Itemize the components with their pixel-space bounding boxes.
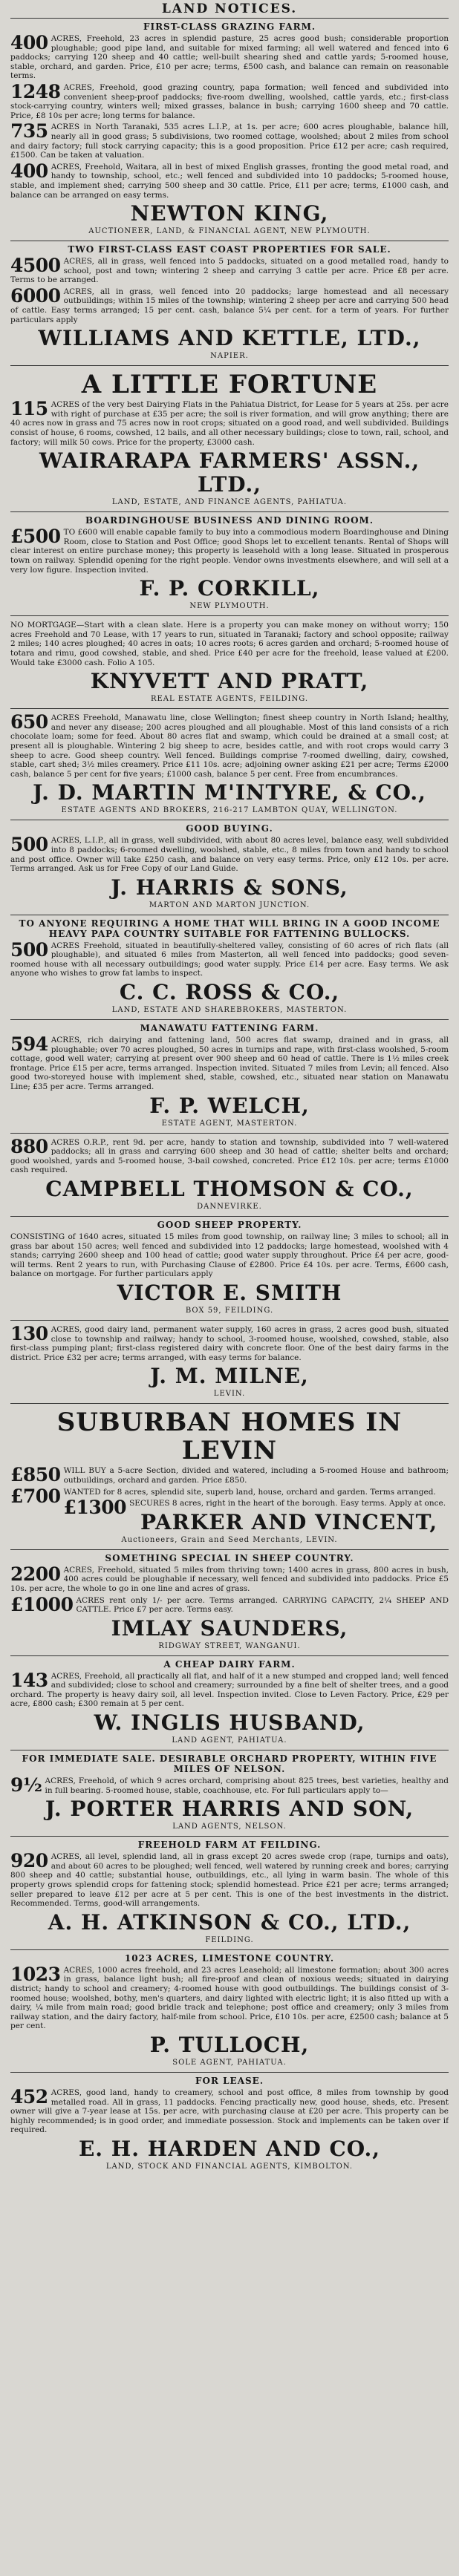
listing-acreage: 400 [10,160,48,182]
advertisement [10,365,449,511]
ad-heading: MANAWATU FATTENING FARM. [140,1023,319,1034]
ad-heading: FOR IMMEDIATE SALE. DESIRABLE ORCHARD PROPERTY, WITHIN FIVE MILES OF NELSON. [22,1753,437,1775]
agent-name: J. HARRIS & SONS, [111,875,348,900]
listing-text: ACRES, rich dairying and fattening land, 500 acres flat swamp, drained and in grass, all ploughable; over 70 acres ploughed, 50 acres in turnips and rape, with first-class woolshed, 5-room cottage, good well water; carrying at present over 900 sheep and 60 head of cattle. There is 1½ miles creek frontage. Price £15 per acre, terms arranged. Inspection invited. Situated 7 miles from Levin; all fenced. Also good two-storeyed house with implement shed, stable, cowshed, etc., situated near station on Manawatu Line; £35 per acre. Terms arranged. [10,1036,449,1092]
advertisement [10,511,449,615]
listing-paragraph [10,836,449,873]
listing-text: ACRES, L.I.P., all in grass, well subdivided, with about 80 acres level, balance easy, well subdivided into 8 paddocks; 6-roomed dwelling, woolshed, stable, etc., 8 miles from town and handy to school and post office. Owner will take £250 cash, and balance on very easy terms. Price, only £12 10s. per acre. Terms arranged. Ask us for Free Copy of our Land Guide. [10,836,449,874]
ad-display-title: A LITTLE FORTUNE [81,370,378,400]
listing-acreage: £500 [10,526,61,548]
listing-text: ACRES, good land, handy to creamery, school and post office, 8 miles from township by good metalled road. All in grass, 11 paddocks. Fencing practically new, good house, sheds, etc. Present owner will give a 7-year lease at 15s. per acre, with purchasing clause at £20 per acre. This property can be highly recommended; is in good order, and immediate possession. Stock and implements can be taken over if required. [10,2088,449,2135]
listing-paragraph [10,257,449,285]
listing-text: ACRES O.R.P., rent 9d. per acre, handy to station and township, subdivided into 7 well-watered paddocks; all in grass and carrying 600 sheep and 30 head of cattle; shelter belts and orchard; good woolshed, yards and 5-roomed house, 3-bail cowshed, concreted. Price £12 10s. per acre; terms £1000 cash required. [10,1137,449,1175]
listing-paragraph [10,1669,449,1709]
listing-acreage: 1023 [10,1963,61,1985]
agent-address: LAND, STOCK AND FINANCIAL AGENTS, KIMBOLTON. [105,2162,354,2171]
listing-paragraph [10,1232,449,1279]
agent-address: ESTATE AGENT, MASTERTON. [161,1119,298,1128]
listing-acreage: 6000 [10,284,61,307]
ad-heading: TWO FIRST-CLASS EAST COAST PROPERTIES FOR SALE. [68,244,391,255]
agent-name: J. PORTER HARRIS AND SON, [45,1797,414,1822]
listing-text: ACRES, good dairy land, permanent water supply, 160 acres in grass, 2 acres good bush, situated close to township and railway; handy to school, 3-roomed house, woolshed, cowshed, stable, also first-class pumping plant; first-class registered dairy with concrete floor. One of the best dairy farms in the district. Price £32 per acre; terms arranged, with easy terms for balance. [10,1324,449,1362]
listing-text: WILL BUY a 5-acre Section, divided and watered, including a 5-roomed House and bathroom; outbuildings, orchard and garden. Price £850. [63,1466,449,1485]
ad-heading: GOOD BUYING. [186,823,273,834]
agent-address: NAPIER. [210,352,249,361]
listing-acreage: 500 [10,834,48,856]
advertisement [10,1836,449,1949]
listing-paragraph [10,1963,449,2031]
ad-heading: FIRST-CLASS GRAZING FARM. [143,22,316,32]
agent-address: AUCTIONEER, LAND, & FINANCIAL AGENT, NEW PLYMOUTH. [88,227,371,236]
ads-column [10,18,449,2176]
listing-paragraph [10,1033,449,1092]
listing-paragraph [10,1497,449,1519]
advertisement [10,1655,449,1750]
advertisement [10,820,449,914]
listing-text: ACRES, all in grass, well fenced into 20 paddocks; large homestead and all necessary outbuildings; within 15 miles of the township; wintering 2 sheep per acre and carrying 500 head of cattle. Easy terms arranged; 15 per cent. cash, balance 5¼ per cent. for a term of years. For further particulars apply [10,287,449,324]
ad-heading: A CHEAP DAIRY FARM. [163,1658,296,1670]
ad-heading: SOMETHING SPECIAL IN SHEEP COUNTRY. [105,1552,354,1563]
agent-address: LAND AGENT, PAHIATUA. [172,1736,287,1745]
advertisement [10,1133,449,1216]
ad-heading: TO ANYONE REQUIRING A HOME THAT WILL BRING IN A GOOD INCOME HEAVY PAPA COUNTRY SUITABLE FOR FATTENING BULLOCKS. [19,918,440,939]
listing-text: ACRES, Freehold, all practically all flat, and half of it a new stumped and cropped land; well fenced and subdivided; close to school and creamery; surrounded by a fine belt of shelter trees, and a good orchard. The property is heavy dairy soil, all level. Inspection invited. Close to Leven Factory. Price, £29 per acre, £800 cash; £300 remain at 5 per cent. [10,1671,449,1709]
listing-paragraph [10,1135,449,1175]
listing-acreage: £1300 [63,1497,127,1519]
listing-text: ACRES, Freehold, Waitara, all in best of mixed English grasses, fronting the good metal road, and handy to township, school, etc.; well fenced and subdivided into 10 paddocks; 5-roomed house, stable, and implement shed; carrying 500 sheep and 30 cattle. Price, £11 per acre; terms, £1000 cash, and balance can be arranged on easy terms. [10,162,449,200]
listing-acreage: 880 [10,1135,48,1157]
listing-paragraph [10,528,449,575]
listing-acreage: 115 [10,398,48,420]
listing-text: NO MORTGAGE—Start with a clean slate. Here is a property you can make money on without worry; 150 acres Freehold and 70 Lease, with 17 years to run, situated in Taranaki; factory and school opposite; railway 2 miles; 140 acres ploughed; 40 acres in oats; 10 acres roots; 6 acres garden and orchard; 5-roomed house of totara and rimu, good cowshed, stable, and shed. Price £40 per acre for the freehold, lease valued at £200. Would take £3000 cash. Folio A 105. [10,621,449,667]
listing-text: ACRES, all in grass, well fenced into 5 paddocks, situated on a good metalled road, handy to school, post and town; wintering 2 sheep and carrying 3 cattle per acre. Price £8 per acre. Terms to be arranged. [10,257,449,285]
agent-name: F. P. WELCH, [149,1093,310,1118]
advertisement [10,2072,449,2176]
agent-name: VICTOR E. SMITH [117,1280,342,1305]
agent-name: E. H. HARDEN AND CO., [78,2136,381,2161]
agent-name: C. C. ROSS & CO., [119,980,340,1005]
advertisement [10,1403,449,1549]
listing-acreage: 4500 [10,255,61,277]
listing-text: ACRES, Freehold, good grazing country, papa formation; well fenced and subdivided into convenient sheep-proof paddocks; five-room dwelling, woolshed, cattle yards, etc.; first-class stock-carrying country, winters well; mixed grasses, balance in bush; carrying 1600 sheep and 70 cattle. Price, £8 10s per acre; long terms for balance. [10,82,449,120]
agent-name: J. D. MARTIN M'INTYRE, & CO., [33,780,426,805]
agent-address: MARTON AND MARTON JUNCTION. [149,900,310,909]
listing-acreage: £700 [10,1485,61,1507]
listing-paragraph [10,1776,449,1795]
page-title: LAND NOTICES. [161,1,298,16]
agent-address: REAL ESTATE AGENTS, FEILDING. [150,695,309,704]
listing-paragraph [10,1852,449,1909]
listing-text: ACRES, Freehold, situated 5 miles from thriving town; 1400 acres in grass, 800 acres in bush, 400 acres could be ploughable if necessary, well fenced and subdivided into paddocks. Price £5 10s. per acre, the whole to go in one line and acres of grass. [10,1565,449,1593]
listing-text: ACRES, Freehold, of which 9 acres orchard, comprising about 825 trees, best varieties, healthy and in full bearing. 5-roomed house, stable, coachhouse, etc. For full particulars apply to— [45,1776,449,1795]
agent-address: DANNEVIRKE. [197,1203,262,1211]
agent-name: WILLIAMS AND KETTLE, LTD., [38,326,421,351]
agent-name: CAMPBELL THOMSON & CO., [45,1177,414,1201]
agent-name: A. H. ATKINSON & CO., LTD., [48,1909,411,1935]
listing-text: SECURES 8 acres, right in the heart of the borough. Easy terms. Apply at once. [129,1499,446,1508]
agent-address: LAND, ESTATE AND SHAREBROKERS, MASTERTON. [111,1006,348,1015]
agent-address: SOLE AGENT, PAHIATUA. [172,2058,287,2067]
listing-text: ACRES Freehold, Manawatu line, close Wellington; finest sheep country in North Island; healthy, and never any disease; 200 acres ploughed and all ploughable. Most of this land consists of a rich chocolate loam; some for feed. About 80 acres flat and swamp, which could be drained at a small cost; at present all is ploughable. Wintering 2 big sheep to acre, besides cattle, and with root crops would carry 3 sheep to acre. Good sheep country. Well fenced. Buildings comprise 7-roomed dwelling, dairy, cowshed, stable, cart shed; 3½ miles creamery. Price £11 10s. acre; adjoining owner asking £21 per acre; Terms £2000 cash, balance 5 per cent for five years; £1000 cash, balance 5 per cent. Free from encumbrances. [10,713,449,779]
advertisement [10,615,449,708]
listing-text: ACRES, Freehold, 23 acres in splendid pasture, 25 acres good bush; considerable proportion ploughable; good pipe land, and suitable for mixed farming; all well watered and fenced into 6 paddocks; carrying 120 sheep and 40 cattle; well-built shearing shed and cattle yards; 5-roomed house, stable, orchard, and garden. Price, £10 per acre; terms, £500 cash, and balance can remain on reasonable terms. [10,34,449,81]
agent-address: RIDGWAY STREET, WANGANUI. [158,1641,301,1650]
agent-address: BOX 59, FEILDING. [185,1306,274,1315]
agent-name: NEWTON KING, [130,201,329,226]
agent-address: ESTATE AGENTS AND BROKERS, 216-217 LAMBTON QUAY, WELLINGTON. [61,806,398,815]
ad-heading: BOARDINGHOUSE BUSINESS AND DINING ROOM. [85,515,374,526]
listing-text: ACRES Freehold, situated in beautifully-sheltered valley, consisting of 60 acres of rich flats (all ploughable), and situated 6 miles from Masterton, all well fenced into paddocks; good seven-roomed house with all necessary outbuildings; good water supply. Price £14 per acre. Easy terms. We ask anyone who wishes to grow fat lambs to inspect. [10,941,449,978]
listing-text: ACRES, 1000 acres freehold, and 23 acres Leasehold; all limestone formation; about 300 acres in grass, balance light bush; all fire-proof and clean of noxious weeds; situated in dairying district; handy to school and creamery; 4-roomed house with good outbuildings. The buildings consist of 3-roomed house; woolshed, bothy, men's quarters, and dairy lighted with electric light; it is also fitted up with a dairy, ¼ mile from main road; good bridle track and telephone; post office and creamery; only 3 miles from railway station, and the dairy factory, half-mile from school. Price, £10 10s. per acre, £2500 cash; balance at 5 per cent. [10,1965,449,2031]
listing-paragraph [10,1593,449,1615]
ad-display-title: SUBURBAN HOMES IN LEVIN [56,1408,403,1466]
listing-acreage: 130 [10,1322,48,1344]
listing-text: WANTED for 8 acres, splendid site, superb land, house, orchard and garden. Terms arranged. [63,1487,436,1497]
ad-heading: FOR LEASE. [195,2075,264,2086]
agent-address: Auctioneers, Grain and Seed Merchants, LEVIN. [121,1535,338,1544]
agent-address: LAND AGENTS, NELSON. [172,1823,287,1831]
listing-acreage: 400 [10,32,48,53]
ad-heading: FREEHOLD FARM AT FEILDING. [137,1840,322,1851]
listing-acreage: 143 [10,1669,48,1691]
listing-paragraph [10,34,449,81]
listing-paragraph [10,284,449,324]
agent-name: WAIRARAPA FARMERS' ASSN., LTD., [39,448,420,497]
agent-address: NEW PLYMOUTH. [189,602,270,611]
listing-paragraph [10,713,449,779]
advertisement [10,1549,449,1655]
listing-paragraph [10,2085,449,2135]
listing-text: ACRES rent only 1/- per acre. Terms arranged. CARRYING CAPACITY, 2¼ SHEEP AND CATTLE. Price £7 per acre. Terms easy. [76,1595,449,1615]
listing-text: CONSISTING of 1640 acres, situated 15 miles from good township, on railway line; 3 miles to school; all in grass bar about 150 acres; well fenced and subdivided into 12 paddocks; large homestead, woolshed with 4 stands; carrying 2600 sheep and 100 head of cattle; good water supply throughout. Price £4 per acre, good-will terms. Rent 2 years to run, with Purchasing Clause of £2800. Price £4 10s. per acre. Terms, £600 cash, balance on mortgage. For further particulars apply [10,1232,449,1279]
advertisement [10,1750,449,1836]
listing-acreage: 735 [10,120,48,143]
ad-heading: 1023 ACRES, LIMESTONE COUNTRY. [124,1952,335,1964]
advertisement [10,1019,449,1133]
listing-paragraph [10,938,449,978]
listing-acreage: 650 [10,711,48,733]
listing-paragraph [10,621,449,667]
agent-name: IMLAY SAUNDERS, [111,1615,348,1641]
listing-text: ACRES of the very best Dairying Flats in the Pahiatua District, for Lease for 5 years at 25s. per acre with right of purchase at £35 per acre; the soil is river formation, and will grow anything; there are 40 acres now in grass and 75 acres now in root crops; situated on a good road, and well subdivided. Buildings consist of house, 6 rooms, cowshed, 12 bails, and all other necessary buildings; close to town, rail, school, and factory; will milk 50 cows. Price for the property, £3000 cash. [10,400,449,447]
listing-paragraph [10,1563,449,1594]
ad-heading: GOOD SHEEP PROPERTY. [157,1220,302,1230]
agent-name: J. M. MILNE, [150,1364,309,1389]
listing-acreage: 452 [10,2085,48,2108]
listing-paragraph [10,80,449,120]
listing-acreage: 920 [10,1850,48,1872]
listing-text: ACRES, all level, splendid land, all in grass except 20 acres swede crop (rape, turnips and oats), and about 60 acres to be ploughed; well fenced, well watered by running creek and bores; carrying 800 sheep and 40 cattle; substantial house, outbuildings, etc., all lying in warm basin. The whole of this property grows splendid crops for fattening stock; splendid homestead. Price £21 per acre; terms arranged; seller prepared to leave £12 per acre at 5 per cent. This is one of the best investments in the district. Recommended. Terms, good-will arrangements. [10,1852,449,1909]
advertisement [10,1320,449,1403]
advertisement [10,1949,449,2072]
advertisement [10,708,449,820]
agent-name: W. INGLIS HUSBAND, [94,1710,365,1736]
listing-text: ACRES in North Taranaki, 535 acres L.I.P., at 1s. per acre; 600 acres ploughable, balance hill, nearly all in good grass; 5 subdivisions, two roomed cottage, woolshed; about 2 miles from school and dairy factory; full stock carrying capacity; this is a good proposition. Price £12 per acre; cash required, £1500. Can be taken at valuation. [10,122,449,160]
agent-name: F. P. CORKILL, [139,576,320,601]
advertisement [10,915,449,1019]
agent-name: P. TULLOCH, [149,2032,310,2057]
agent-address: LEVIN. [213,1390,246,1399]
agent-name: KNYVETT AND PRATT, [90,669,369,694]
listing-paragraph [10,1466,449,1485]
listing-acreage: 594 [10,1033,48,1056]
listing-acreage: 2200 [10,1563,61,1585]
listing-paragraph [10,122,449,160]
agent-address: LAND, ESTATE, AND FINANCE AGENTS, PAHIATUA. [111,498,348,507]
listing-paragraph [10,160,449,200]
advertisement [10,241,449,365]
listing-text: TO £600 will enable capable family to buy into a commodious modern Boardinghouse and Dining Room, close to Station and Post Office; good Shops let to excellent tenants. Rental of Shops will clear interest on entire purchase money; this property is leasehold with a long lease. Situated in prosperous town on railway. Splendid opening for the right people. Vendor owns investments elsewhere, and will sell at a very low figure. Inspection invited. [10,528,449,575]
listing-acreage: 500 [10,938,48,961]
listing-acreage: 9½ [10,1774,42,1797]
advertisement [10,18,449,241]
listing-paragraph [10,400,449,447]
listing-acreage: £1000 [10,1593,74,1615]
agent-address: FEILDING. [205,1935,254,1944]
listing-acreage: £850 [10,1464,61,1486]
listing-paragraph [10,1322,449,1362]
listing-acreage: 1248 [10,80,61,102]
agent-name: PARKER AND VINCENT, [140,1509,438,1534]
advertisement [10,1216,449,1320]
